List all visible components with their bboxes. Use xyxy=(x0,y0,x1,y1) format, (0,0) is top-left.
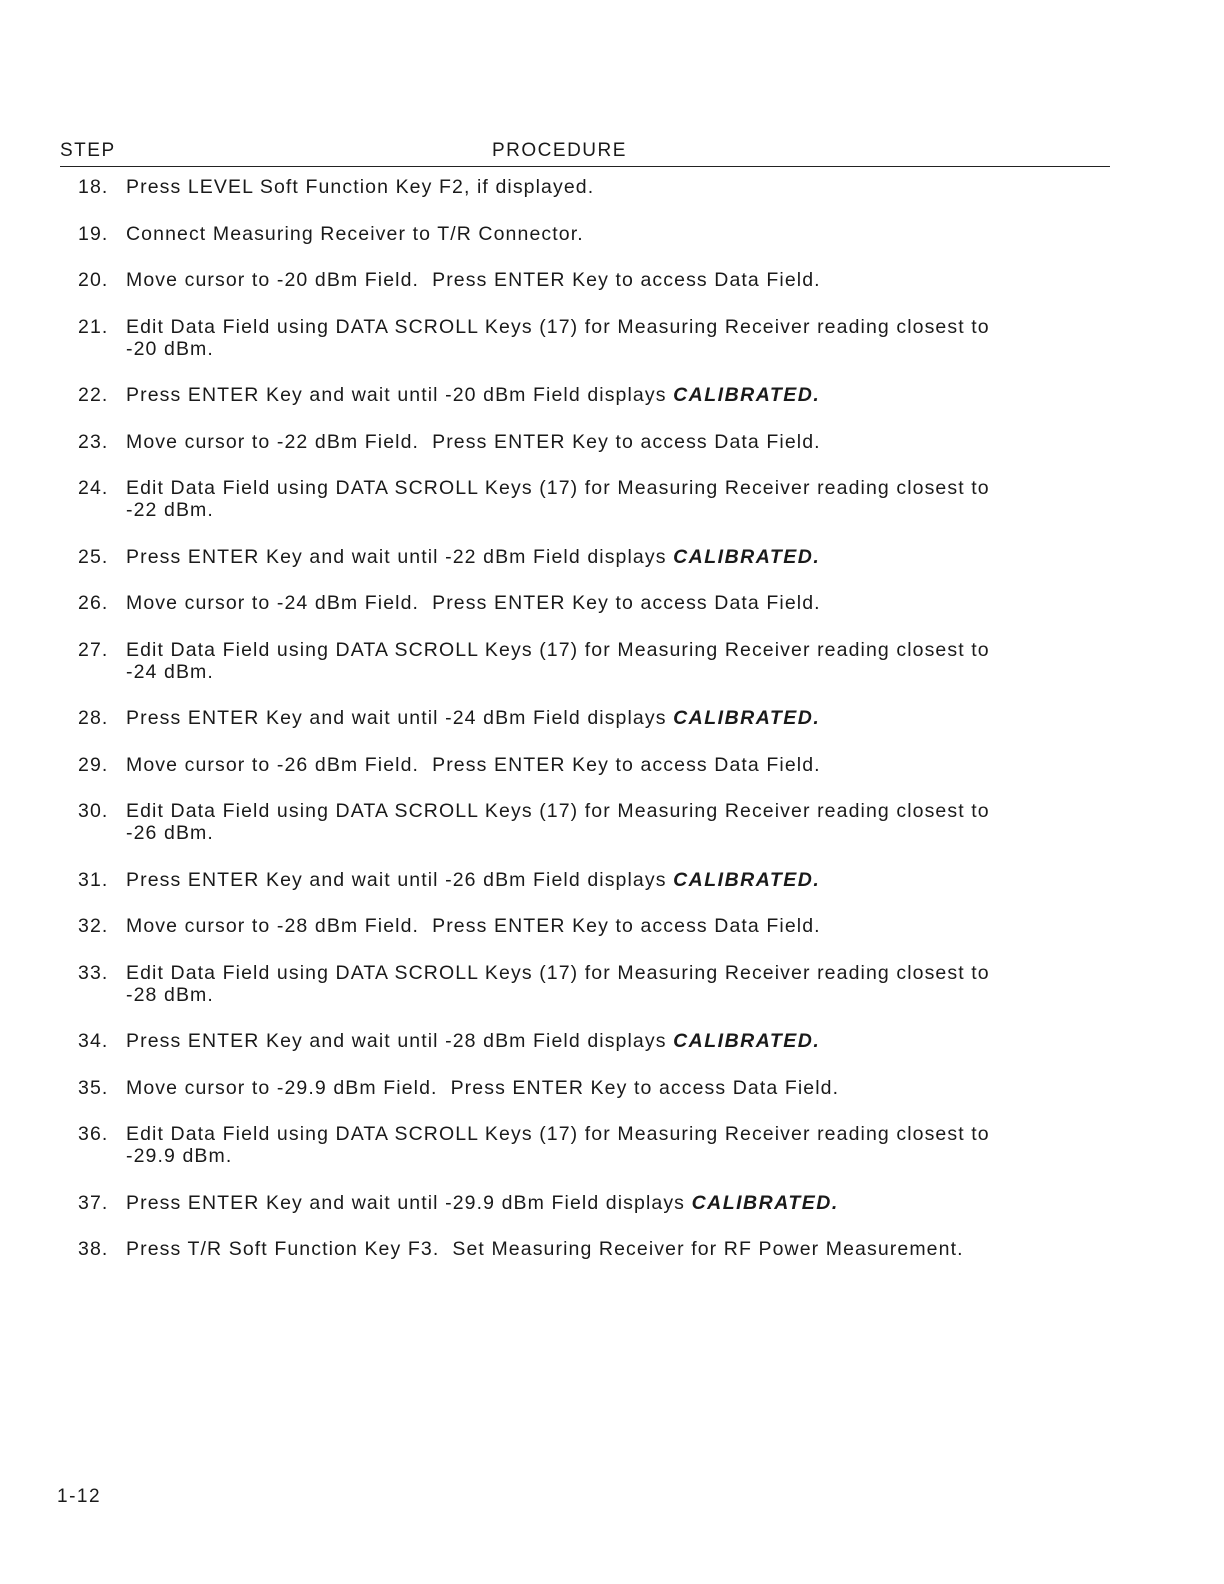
step-number-cell xyxy=(60,707,126,729)
procedure-step xyxy=(60,316,1120,360)
step-text xyxy=(126,1030,1120,1052)
step-number: 29. xyxy=(78,753,109,776)
step-text xyxy=(126,1123,1120,1167)
step-number-cell xyxy=(60,1077,126,1099)
step-number-cell xyxy=(60,1030,126,1052)
calibrated-status: CALIBRATED. xyxy=(691,1191,839,1214)
step-number-cell xyxy=(60,962,126,1006)
step-number-cell xyxy=(60,1238,126,1260)
step-text xyxy=(126,754,1120,776)
step-number: 36. xyxy=(78,1123,109,1145)
procedure-step xyxy=(60,1123,1120,1167)
procedure-step xyxy=(60,269,1120,291)
step-number: 30. xyxy=(78,800,109,822)
procedure-step xyxy=(60,754,1120,776)
procedure-step xyxy=(60,1077,1120,1099)
procedure-step xyxy=(60,477,1120,521)
procedure-step xyxy=(60,223,1120,245)
step-text xyxy=(126,592,1120,614)
page-number: 1-12 xyxy=(57,1486,102,1507)
step-number: 28. xyxy=(78,707,109,729)
step-number-cell xyxy=(60,384,126,406)
step-number-cell xyxy=(60,1123,126,1167)
step-number: 23. xyxy=(78,430,109,453)
step-instruction: Press T/R Soft Function Key F3. Set Measuring Receiver for RF Power Measurement. xyxy=(126,1238,964,1260)
step-text xyxy=(126,1077,1120,1099)
step-number-cell xyxy=(60,223,126,245)
step-text xyxy=(126,269,1120,291)
step-instruction: Edit Data Field using DATA SCROLL Keys (17) for Measuring Receiver reading closest to -22 dBm. xyxy=(126,477,990,521)
step-instruction: Edit Data Field using DATA SCROLL Keys (17) for Measuring Receiver reading closest to -20 dBm. xyxy=(126,315,990,360)
step-number: 32. xyxy=(78,915,109,937)
step-text xyxy=(126,707,1120,729)
step-instruction: Move cursor to -29.9 dBm Field. Press ENTER Key to access Data Field. xyxy=(126,1076,840,1099)
step-instruction: Press ENTER Key and wait until -22 dBm Field displays xyxy=(126,545,674,568)
step-text xyxy=(126,1238,1120,1260)
calibrated-status: CALIBRATED. xyxy=(673,707,821,729)
step-instruction: Edit Data Field using DATA SCROLL Keys (17) for Measuring Receiver reading closest to -29.9 dBm. xyxy=(126,1123,990,1167)
step-number-cell xyxy=(60,477,126,521)
step-number: 37. xyxy=(78,1191,109,1214)
calibrated-status: CALIBRATED. xyxy=(673,384,821,406)
step-text xyxy=(126,176,1120,198)
step-number: 35. xyxy=(78,1076,109,1099)
procedure-step xyxy=(60,639,1120,683)
step-text xyxy=(126,915,1120,937)
step-instruction: Edit Data Field using DATA SCROLL Keys (17) for Measuring Receiver reading closest to -28 dBm. xyxy=(126,961,990,1006)
calibrated-status: CALIBRATED. xyxy=(673,868,821,891)
procedure-step xyxy=(60,707,1120,729)
step-instruction: Move cursor to -20 dBm Field. Press ENTER Key to access Data Field. xyxy=(126,269,821,291)
step-instruction: Press LEVEL Soft Function Key F2, if displayed. xyxy=(126,176,595,198)
step-column-heading: STEP xyxy=(60,140,116,161)
procedure-step xyxy=(60,915,1120,937)
step-number: 20. xyxy=(78,269,109,291)
step-instruction: Press ENTER Key and wait until -26 dBm Field displays xyxy=(126,868,674,891)
step-number: 22. xyxy=(78,384,109,406)
step-text xyxy=(126,639,1120,683)
procedure-step xyxy=(60,869,1120,891)
step-number-cell xyxy=(60,431,126,453)
step-number: 34. xyxy=(78,1030,109,1052)
procedure-step xyxy=(60,384,1120,406)
procedure-step xyxy=(60,800,1120,844)
step-text xyxy=(126,477,1120,521)
step-text xyxy=(126,800,1120,844)
step-instruction: Connect Measuring Receiver to T/R Connector. xyxy=(126,222,584,245)
step-number: 18. xyxy=(78,176,109,198)
procedure-step xyxy=(60,431,1120,453)
step-number-cell xyxy=(60,269,126,291)
calibrated-status: CALIBRATED. xyxy=(673,545,821,568)
step-number: 38. xyxy=(78,1238,109,1260)
step-text xyxy=(126,1192,1120,1214)
step-number: 31. xyxy=(78,868,109,891)
step-number-cell xyxy=(60,915,126,937)
step-instruction: Press ENTER Key and wait until -20 dBm Field displays xyxy=(126,384,674,406)
procedure-step-list xyxy=(60,176,1120,1285)
step-instruction: Press ENTER Key and wait until -29.9 dBm Field displays xyxy=(126,1191,692,1214)
step-instruction: Move cursor to -22 dBm Field. Press ENTER Key to access Data Field. xyxy=(126,430,821,453)
step-instruction: Move cursor to -28 dBm Field. Press ENTER Key to access Data Field. xyxy=(126,915,821,937)
procedure-column-heading: PROCEDURE xyxy=(492,140,627,161)
procedure-step xyxy=(60,546,1120,568)
step-number-cell xyxy=(60,639,126,683)
step-text xyxy=(126,962,1120,1006)
step-text xyxy=(126,384,1120,406)
step-number-cell xyxy=(60,869,126,891)
calibrated-status: CALIBRATED. xyxy=(673,1030,821,1052)
step-instruction: Move cursor to -26 dBm Field. Press ENTER Key to access Data Field. xyxy=(126,753,821,776)
step-number-cell xyxy=(60,176,126,198)
procedure-step xyxy=(60,592,1120,614)
step-number: 27. xyxy=(78,638,109,661)
table-header xyxy=(60,138,1110,167)
step-instruction: Press ENTER Key and wait until -24 dBm Field displays xyxy=(126,707,674,729)
step-instruction: Edit Data Field using DATA SCROLL Keys (17) for Measuring Receiver reading closest to -24 dBm. xyxy=(126,638,990,683)
step-number-cell xyxy=(60,1192,126,1214)
procedure-step xyxy=(60,1030,1120,1052)
step-text xyxy=(126,546,1120,568)
step-instruction: Edit Data Field using DATA SCROLL Keys (17) for Measuring Receiver reading closest to -26 dBm. xyxy=(126,800,990,844)
procedure-step xyxy=(60,1192,1120,1214)
step-number: 24. xyxy=(78,477,109,499)
step-text xyxy=(126,316,1120,360)
step-instruction: Move cursor to -24 dBm Field. Press ENTER Key to access Data Field. xyxy=(126,592,821,614)
step-number: 33. xyxy=(78,961,109,984)
step-text xyxy=(126,869,1120,891)
step-text xyxy=(126,431,1120,453)
step-number: 25. xyxy=(78,545,109,568)
step-number-cell xyxy=(60,316,126,360)
step-number-cell xyxy=(60,546,126,568)
step-number: 19. xyxy=(78,222,109,245)
step-number-cell xyxy=(60,592,126,614)
step-number-cell xyxy=(60,800,126,844)
step-number: 26. xyxy=(78,592,109,614)
procedure-step xyxy=(60,962,1120,1006)
step-number: 21. xyxy=(78,315,109,338)
step-instruction: Press ENTER Key and wait until -28 dBm Field displays xyxy=(126,1030,674,1052)
procedure-step xyxy=(60,176,1120,198)
step-text xyxy=(126,223,1120,245)
procedure-step xyxy=(60,1238,1120,1260)
step-number-cell xyxy=(60,754,126,776)
